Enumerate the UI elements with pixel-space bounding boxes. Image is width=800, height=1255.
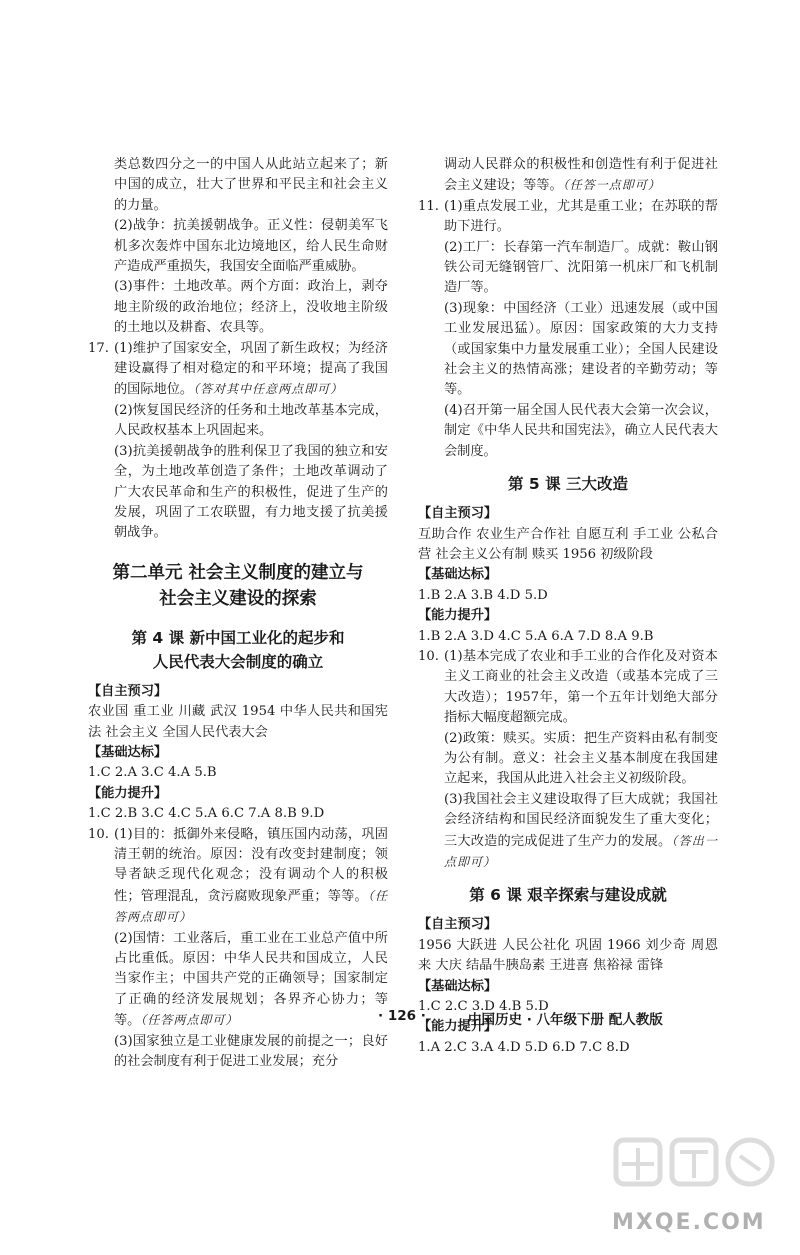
left-column [88, 155, 388, 1072]
section-label-ability: 【能力提升】 [418, 608, 498, 624]
q11-number: 11. [418, 198, 439, 214]
q10-2-answer: (2)政策：赎买。实质：把生产资料由私有制变为公有制。意义：社会主义基本制度在我国建立起来，我国从此进入社会主义初级阶段。 [444, 730, 718, 787]
unit-title-line-2: 社会主义建设的探索 [159, 588, 317, 609]
lesson-5-preview-answers: 互助合作 农业生产合作社 自愿互利 手工业 公私合营 社会主义公有制 赎买 1956 初级阶段 [418, 526, 718, 562]
section-label-preview: 【自主预习】 [418, 506, 498, 522]
lesson-4-q10-answer [88, 825, 388, 929]
q10-1-text: (1)基本完成了农业和手工业的合作化及对资本主义工商业的社会主义改造（或基本完成了三大改造）；1957年，第一个五年计划绝大部分指标大幅度超额完成。 [444, 648, 718, 726]
q16-3-answer: (3)事件：土地改革。两个方面：政治上，剥夺地主阶级的政治地位；经济上，没收地主阶级的土地以及耕畜、农具等。 [114, 279, 388, 336]
unit-2-title [88, 560, 388, 612]
q17-1-note: （答对其中任意两点即可） [193, 382, 344, 397]
lesson-4-basic-answers: 1.C 2.A 3.C 4.A 5.B [88, 765, 217, 781]
q17-2-answer: (2)恢复国民经济的任务和土地改革基本完成，人民政权基本上巩固起来。 [114, 402, 388, 439]
lesson-5-ability-answers: 1.B 2.A 3.D 4.C 5.A 6.A 7.D 8.A 9.B [418, 628, 654, 644]
q11-answer [418, 197, 718, 238]
q10-2-note: （任答两点即可） [140, 1013, 239, 1028]
right-column [418, 155, 718, 1058]
lesson-6-basic-answers: 1.C 2.C 3.D 4.B 5.D [418, 999, 549, 1015]
q16-1-continuation: 类总数四分之一的中国人从此站立起来了；新中国的成立，壮大了世界和平民主和社会主义的力量。 [114, 157, 388, 213]
section-label-basic: 【基础达标】 [88, 744, 168, 760]
q11-4-answer: (4)召开第一届全国人民代表大会第一次会议，制定《中华人民共和国宪法》，确立人民代表大会制度。 [444, 402, 718, 459]
book-info: 中国历史 · 八年级下册 配人教版 [468, 1012, 663, 1028]
unit-title-line-1: 第二单元 社会主义制度的建立与 [112, 562, 364, 583]
lesson-5-q10-answer [418, 647, 718, 729]
q10-3-text: (3)我国社会主义建设取得了巨大成就；我国社会经济结构和国民经济面貌发生了重大变化；三大改造的完成促进了生产力的发展。 [444, 791, 718, 849]
q10-3-answer [418, 790, 718, 874]
page-number: · 126 · [378, 1008, 426, 1024]
lesson-4-preview-answers: 农业国 重工业 川藏 武汉 1954 中华人民共和国宪法 社会主义 全国人民代表大会 [88, 704, 388, 740]
q17-answer [88, 339, 388, 401]
section-label-basic: 【基础达标】 [418, 978, 498, 994]
q10-number: 10. [88, 826, 109, 842]
q10-number: 10. [418, 648, 439, 664]
q11-2-answer: (2)工厂：长春第一汽车制造厂。成就：鞍山钢铁公司无缝钢管厂、沈阳第一机床厂和飞机制造厂等。 [444, 239, 718, 296]
q17-number: 17. [88, 340, 109, 356]
section-label-ability: 【能力提升】 [418, 1019, 498, 1035]
q10-3-answer: (3)国家独立是工业健康发展的前提之一；良好的社会制度有利于促进工业发展；充分 [114, 1033, 388, 1070]
section-label-basic: 【基础达标】 [418, 567, 498, 583]
watermark-text: MXQE.COM [612, 1210, 766, 1235]
q10-1-note: （任答两点即可） [114, 888, 388, 925]
q17-1-text: (1)维护了国家安全，巩固了新生政权；为经济建设赢得了相对稳定的和平环境；提高了我国的国际地位。 [114, 340, 388, 398]
lesson-4-ability-answers: 1.C 2.B 3.C 4.C 5.A 6.C 7.A 8.B 9.D [88, 806, 325, 822]
q10-3-note: （答出一点即可） [444, 833, 718, 869]
section-label-ability: 【能力提升】 [88, 785, 168, 801]
q10-3-continuation [418, 155, 718, 197]
q16-2-answer: (2)战争：抗美援朝战争。正义性：侵朝美军飞机多次轰炸中国东北边境地区，给人民生命财产造成严重损失，我国安全面临严重威胁。 [114, 218, 388, 275]
section-label-preview: 【自主预习】 [418, 917, 498, 933]
continuation-note: （任答一点即可） [562, 178, 661, 193]
lesson-4-title-line-1: 第 4 课 新中国工业化的起步和 [131, 628, 345, 647]
lesson-6-preview-answers: 1956 大跃进 人民公社化 巩固 1966 刘少奇 周恩来 大庆 结晶牛胰岛素 王进喜 焦裕禄 雷锋 [418, 937, 718, 974]
page-footer [0, 1008, 800, 1032]
lesson-4-title [88, 626, 388, 674]
lesson-6-ability-answers: 1.A 2.C 3.A 4.D 5.D 6.D 7.C 8.D [418, 1039, 630, 1055]
lesson-5-basic-answers: 1.B 2.A 3.B 4.D 5.D [418, 587, 548, 603]
q10-2-text: (2)国情：工业落后，重工业在工业总产值中所占比重低。原因：中华人民共和国成立，人民当家作主；中国共产党的正确领导；国家制定了正确的经济发展规划；各界齐心协力；等等。 [114, 930, 388, 1029]
lesson-5-title: 第 5 课 三大改造 [508, 475, 628, 494]
q11-3-answer: (3)现象：中国经济（工业）迅速发展（或中国工业发展迅猛）。原因：国家政策的大力支持（或国家集中力量发展重工业）；全国人民建设社会主义的热情高涨；建设者的辛勤劳动；等等。 [444, 300, 718, 398]
q10-1-text: (1)目的：抵御外来侵略，镇压国内动荡，巩固清王朝的统治。原因：没有改变封建制度；领导者缺乏现代化观念；没有调动个人的积极性；管理混乱，贪污腐败现象严重；等等。 [114, 826, 388, 904]
lesson-6-title: 第 6 课 艰辛探索与建设成就 [469, 886, 667, 905]
q17-3-answer: (3)抗美援朝战争的胜利保卫了我国的独立和安全，为土地改革创造了条件；土地改革调动了广大农民革命和生产的积极性，促进了生产的发展，巩固了工农联盟，有力地支援了抗美援朝战争。 [114, 443, 388, 541]
q11-1-text: (1)重点发展工业，尤其是重工业；在苏联的帮助下进行。 [444, 198, 718, 235]
continuation-text: 调动人民群众的积极性和创造性有利于促进社会主义建设；等等。 [444, 157, 718, 194]
lesson-4-title-line-2: 人民代表大会制度的确立 [152, 652, 324, 671]
section-label-preview: 【自主预习】 [88, 683, 168, 699]
